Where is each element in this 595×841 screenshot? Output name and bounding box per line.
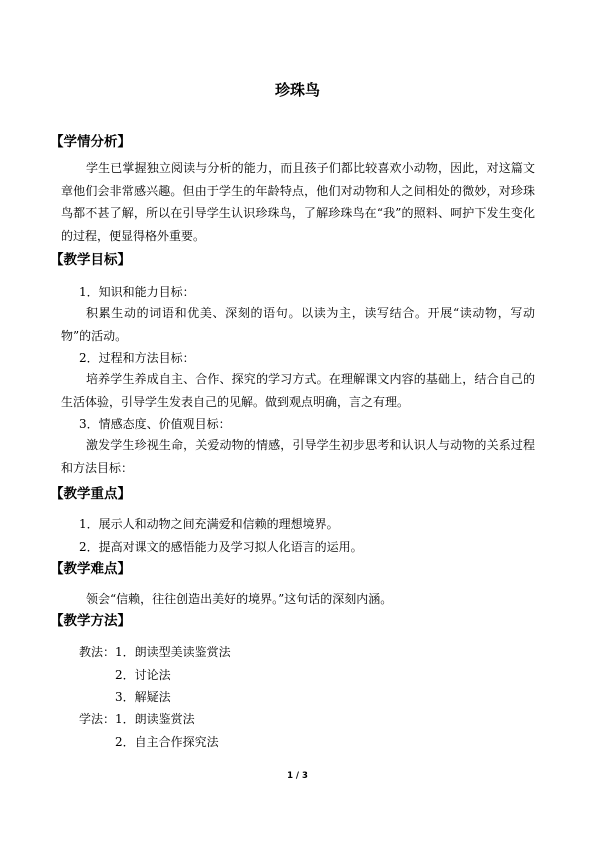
learning-method-1: 学法：1．朗读鉴赏法 [79,712,195,726]
goal-2-text: 培养学生养成自主、合作、探究的学习方式。在理解课文内容的基础上，结合自己的生活体验，引导学生发表自己的见解。做到观点明确，言之有理。 [61,372,535,409]
difficulty-text: 领会“信赖，往往创造出美好的境界。”这句话的深刻内涵。 [86,592,393,606]
section-heading-teaching-goals: 【教学目标】 [50,252,131,268]
teaching-method-2: 2．讨论法 [115,668,171,682]
learning-analysis-paragraph: 学生已掌握独立阅读与分析的能力，而且孩子们都比较喜欢小动物，因此，对这篇文章他们会非常感兴趣。但由于学生的年龄特点，他们对动物和人之间相处的微妙，对珍珠鸟都不甚了解，所以在引导学生认识珍珠鸟，了解珍珠鸟在“我”的照料、呵护下发生变化的过程，便显得格外重要。 [61,161,535,243]
section-heading-key-points: 【教学重点】 [50,486,131,502]
teaching-method-3: 3．解疑法 [115,690,171,704]
goal-3-text: 激发学生珍视生命，关爱动物的情感，引导学生初步思考和认识人与动物的关系过程和方法目标： [61,438,535,475]
page-number: 1 / 3 [287,771,308,781]
section-heading-learning-analysis: 【学情分析】 [50,134,131,150]
goal-2-label: 2．过程和方法目标： [79,351,195,365]
key-point-1: 1．展示人和动物之间充满爱和信赖的理想境界。 [79,517,339,531]
goal-1-label: 1．知识和能力目标： [79,285,195,299]
teaching-method-1: 教法：1．朗读型美读鉴赏法 [79,645,231,659]
key-point-2: 2．提高对课文的感悟能力及学习拟人化语言的运用。 [79,540,363,554]
learning-method-2: 2．自主合作探究法 [115,735,219,749]
goal-3-label: 3．情感态度、价值观目标： [79,417,231,431]
document-title: 珍珠鸟 [274,81,320,99]
section-heading-difficulties: 【教学难点】 [50,561,131,577]
goal-1-text: 积累生动的词语和优美、深刻的语句。以读为主，读写结合。开展“读动物，写动物”的活动。 [61,306,535,343]
section-heading-methods: 【教学方法】 [50,613,131,629]
